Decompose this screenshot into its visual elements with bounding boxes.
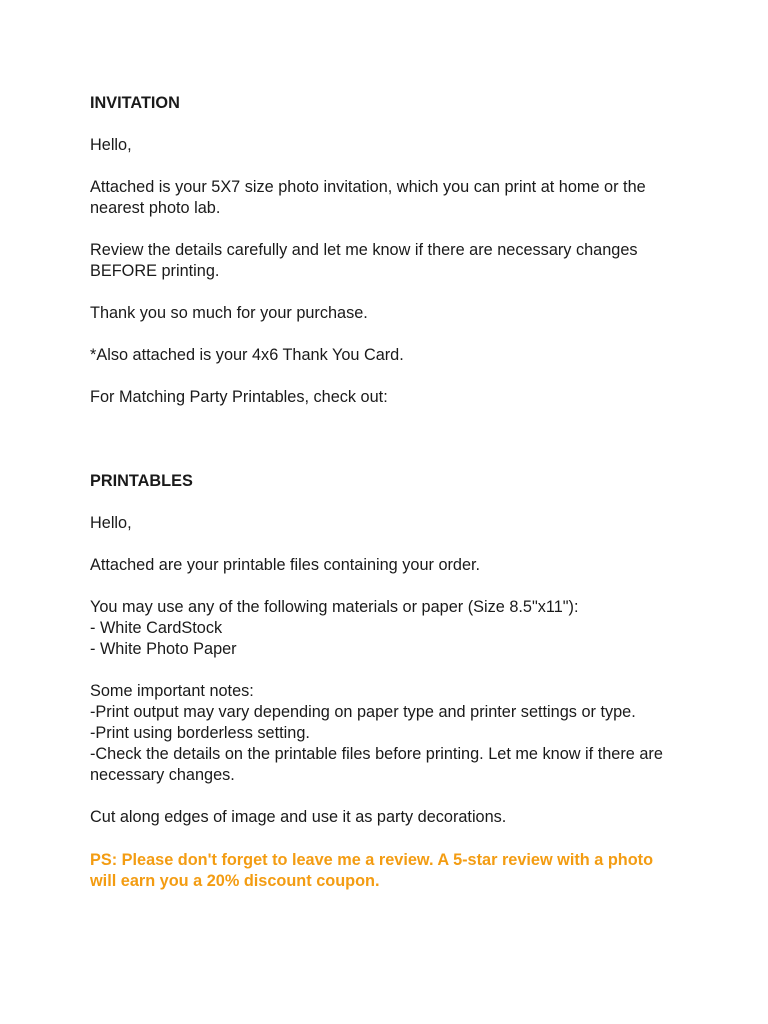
printables-greeting: Hello, [90,514,132,532]
document-page [90,93,680,892]
invitation-paragraph: Thank you so much for your purchase. [90,304,368,322]
printables-intro: Attached are your printable files containing your order. [90,556,481,574]
invitation-paragraph: For Matching Party Printables, check out: [90,388,388,406]
notes-intro: Some important notes: [90,682,254,700]
invitation-heading: INVITATION [90,94,180,112]
notes-list [90,702,680,786]
list-item: -Check the details on the printable files before printing. Let me know if there are necessary changes. [90,745,663,784]
invitation-paragraph: *Also attached is your 4x6 Thank You Card. [90,346,404,364]
printables-section [90,471,680,892]
materials-intro: You may use any of the following materials or paper (Size 8.5"x11"): [90,598,579,616]
invitation-paragraph: Attached is your 5X7 size photo invitation, which you can print at home or the nearest photo lab. [90,178,646,217]
list-item: -Print output may vary depending on paper type and printer settings or type. [90,703,636,721]
materials-list [90,618,680,660]
invitation-greeting: Hello, [90,136,132,154]
list-item: - White Photo Paper [90,640,237,658]
invitation-section [90,93,680,408]
list-item: -Print using borderless setting. [90,724,310,742]
closing-line: Cut along edges of image and use it as party decorations. [90,808,507,826]
ps-note: PS: Please don't forget to leave me a review. A 5-star review with a photo will earn you a 20% discount coupon. [90,851,654,890]
printables-heading: PRINTABLES [90,472,193,490]
list-item: - White CardStock [90,619,223,637]
invitation-paragraph: Review the details carefully and let me know if there are necessary changes BEFORE printing. [90,241,638,280]
